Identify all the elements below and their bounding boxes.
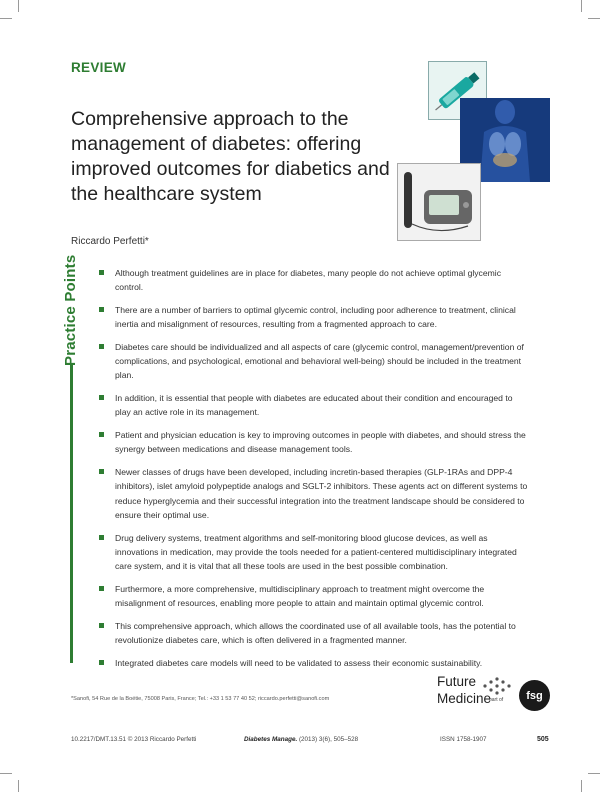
practice-points-list	[98, 266, 530, 679]
author-name: Riccardo Perfetti*	[71, 236, 149, 247]
crop-mark	[581, 0, 582, 12]
logo-medicine-text: Medicine	[437, 691, 492, 706]
practice-points-bar	[70, 365, 73, 663]
footer-doi: 10.2217/DMT.13.51 © 2013 Riccardo Perfetti	[71, 736, 197, 743]
crop-mark	[0, 18, 12, 19]
footer-issn: ISSN 1758-1907	[440, 736, 487, 743]
footer-citation: (2013) 3(6), 505–528	[298, 736, 359, 743]
crop-mark	[588, 773, 600, 774]
practice-point: Patient and physician education is key to improving outcomes in people with diabetes, and should stress the synergy between medications and disease management tools.	[98, 428, 530, 456]
footer-journal-citation	[244, 736, 358, 743]
footer-journal-name: Diabetes Manage.	[244, 736, 298, 743]
section-label: REVIEW	[71, 60, 127, 75]
logo-future-text: Future	[437, 674, 477, 689]
fsg-logo: fsg	[519, 680, 550, 711]
practice-point: Diabetes care should be individualized and all aspects of care (glycemic control, management/prevention of complications, and psychological, emotional and behavioral well-being) should be included in the treatment plan.	[98, 340, 530, 383]
future-medicine-logo	[437, 675, 517, 709]
practice-point: There are a number of barriers to optimal glycemic control, including poor adherence to treatment, clinical inertia and misalignment of resources, resulting from a fragmented approach to care.	[98, 303, 530, 331]
glucose-meter-image	[397, 163, 481, 241]
crop-mark	[581, 780, 582, 792]
crop-mark	[18, 780, 19, 792]
practice-point: Although treatment guidelines are in place for diabetes, many people do not achieve optimal glycemic control.	[98, 266, 530, 294]
practice-points-heading: Practice Points	[62, 254, 79, 366]
article-title: Comprehensive approach to the management of diabetes: offering improved outcomes for diabetics and the healthcare system	[71, 108, 390, 206]
practice-point: Integrated diabetes care models will need to be validated to assess their economic sustainability.	[98, 656, 530, 670]
author-affiliation: *Sanofi, 54 Rue de la Boétie, 75008 Paris, France; Tel.: +33 1 53 77 40 52; riccardo.perfetti@sanofi.com	[71, 696, 330, 702]
crop-mark	[0, 773, 12, 774]
part-of-label: part of	[489, 697, 504, 703]
practice-point: In addition, it is essential that people with diabetes are educated about their condition and encouraged to play an active role in its management.	[98, 391, 530, 419]
practice-point: This comprehensive approach, which allows the coordinated use of all available tools, has the potential to revolutionize diabetes care, which is often delivered in a fragmented manner.	[98, 619, 530, 647]
practice-point: Furthermore, a more comprehensive, multidisciplinary approach to treatment might overcome the misalignment of resources, enabling more people to attain and maintain optimal glycemic control.	[98, 582, 530, 610]
practice-point: Newer classes of drugs have been developed, including incretin-based therapies (GLP-1RAs and DPP-4 inhibitors), islet amyloid polypeptide analogs and SGLT-2 inhibitors. These agents act on different systems to reduce hyperglycemia and their successful integration into the treatment landscape should be considered to ensure their optimal use.	[98, 465, 530, 522]
page-number: 505	[537, 736, 549, 743]
crop-mark	[18, 0, 19, 12]
practice-point: Drug delivery systems, treatment algorithms and self-monitoring blood glucose devices, as well as innovations in medication, may provide the tools needed for a patient-centered multidisciplinary integrated care system, and it is vital that all these tools are used in the best possible combination.	[98, 531, 530, 574]
crop-mark	[588, 18, 600, 19]
